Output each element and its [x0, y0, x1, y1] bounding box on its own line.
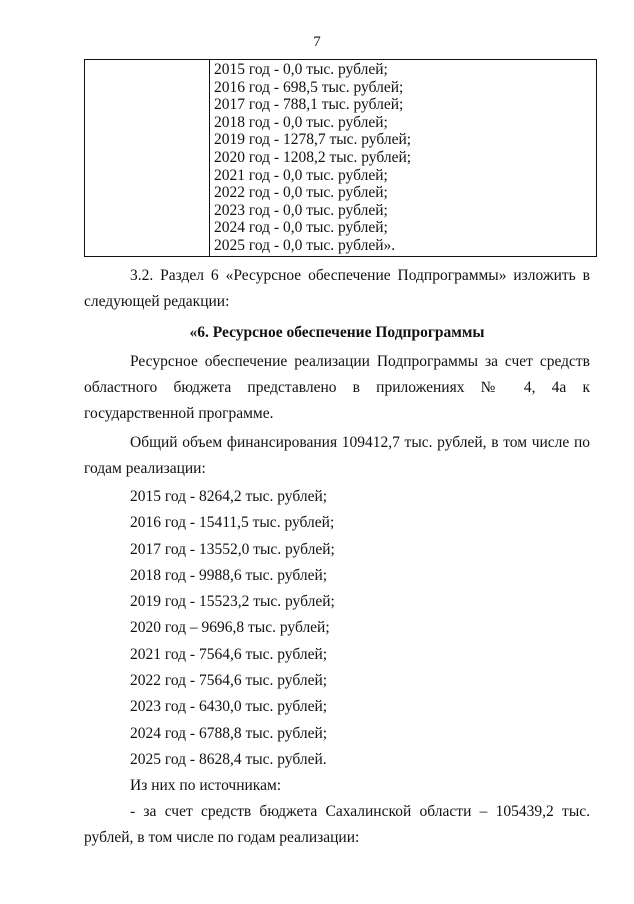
- table-year-item: 2023 год - 0,0 тыс. рублей;: [214, 201, 388, 219]
- total-funding-paragraph: Общий объем финансирования 109412,7 тыс. рублей, в том числе по годам реализации:: [84, 434, 590, 477]
- regional-budget-paragraph: - за счет средств бюджета Сахалинской области – 105439,2 тыс. рублей, в том числе по годам реализации:: [84, 803, 590, 847]
- year-item: 2016 год - 15411,5 тыс. рублей;: [130, 514, 335, 532]
- years-list: [84, 484, 590, 773]
- table-year-item: 2017 год - 788,1 тыс. рублей;: [214, 96, 404, 114]
- resource-paragraph: Ресурсное обеспечение реализации Подпрограммы за счет средств областного бюджета представлено в приложениях № 4, 4а к государственной программе.: [84, 353, 590, 422]
- year-item: 2017 год - 13552,0 тыс. рублей;: [130, 540, 335, 558]
- table-year-item: 2016 год - 698,5 тыс. рублей;: [214, 78, 404, 96]
- year-item: 2021 год - 7564,6 тыс. рублей;: [130, 645, 328, 663]
- year-item: 2024 год - 6788,8 тыс. рублей;: [130, 724, 328, 742]
- year-item: 2020 год – 9696,8 тыс. рублей;: [130, 619, 330, 637]
- year-item: 2025 год - 8628,4 тыс. рублей.: [130, 750, 327, 768]
- table-cell-years: [210, 60, 597, 257]
- year-item: 2022 год - 7564,6 тыс. рублей;: [130, 672, 328, 690]
- page-number: 7: [313, 34, 321, 50]
- table-year-item: 2020 год - 1208,2 тыс. рублей;: [214, 148, 412, 166]
- year-item: 2023 год - 6430,0 тыс. рублей;: [130, 698, 328, 716]
- table-row: [85, 60, 597, 257]
- section-heading: «6. Ресурсное обеспечение Подпрограммы: [189, 324, 485, 341]
- table-year-item: 2015 год - 0,0 тыс. рублей;: [214, 61, 388, 78]
- year-item: 2018 год - 9988,6 тыс. рублей;: [130, 566, 328, 584]
- sources-paragraph: Из них по источникам:: [130, 777, 282, 795]
- document-body: [84, 263, 590, 851]
- table-year-item: 2021 год - 0,0 тыс. рублей;: [214, 166, 388, 184]
- year-item: 2015 год - 8264,2 тыс. рублей;: [130, 488, 328, 505]
- table-year-item: 2024 год - 0,0 тыс. рублей;: [214, 219, 388, 237]
- table-year-item: 2019 год - 1278,7 тыс. рублей;: [214, 131, 412, 149]
- table-cell-empty: [85, 60, 210, 257]
- table-year-item: 2022 год - 0,0 тыс. рублей;: [214, 184, 388, 202]
- funding-table: [84, 59, 597, 257]
- year-item: 2019 год - 15523,2 тыс. рублей;: [130, 593, 335, 611]
- amendment-paragraph: 3.2. Раздел 6 «Ресурсное обеспечение Подпрограммы» изложить в следующей редакции:: [84, 267, 590, 310]
- table-year-item: 2025 год - 0,0 тыс. рублей».: [214, 236, 396, 254]
- table-year-item: 2018 год - 0,0 тыс. рублей;: [214, 113, 388, 131]
